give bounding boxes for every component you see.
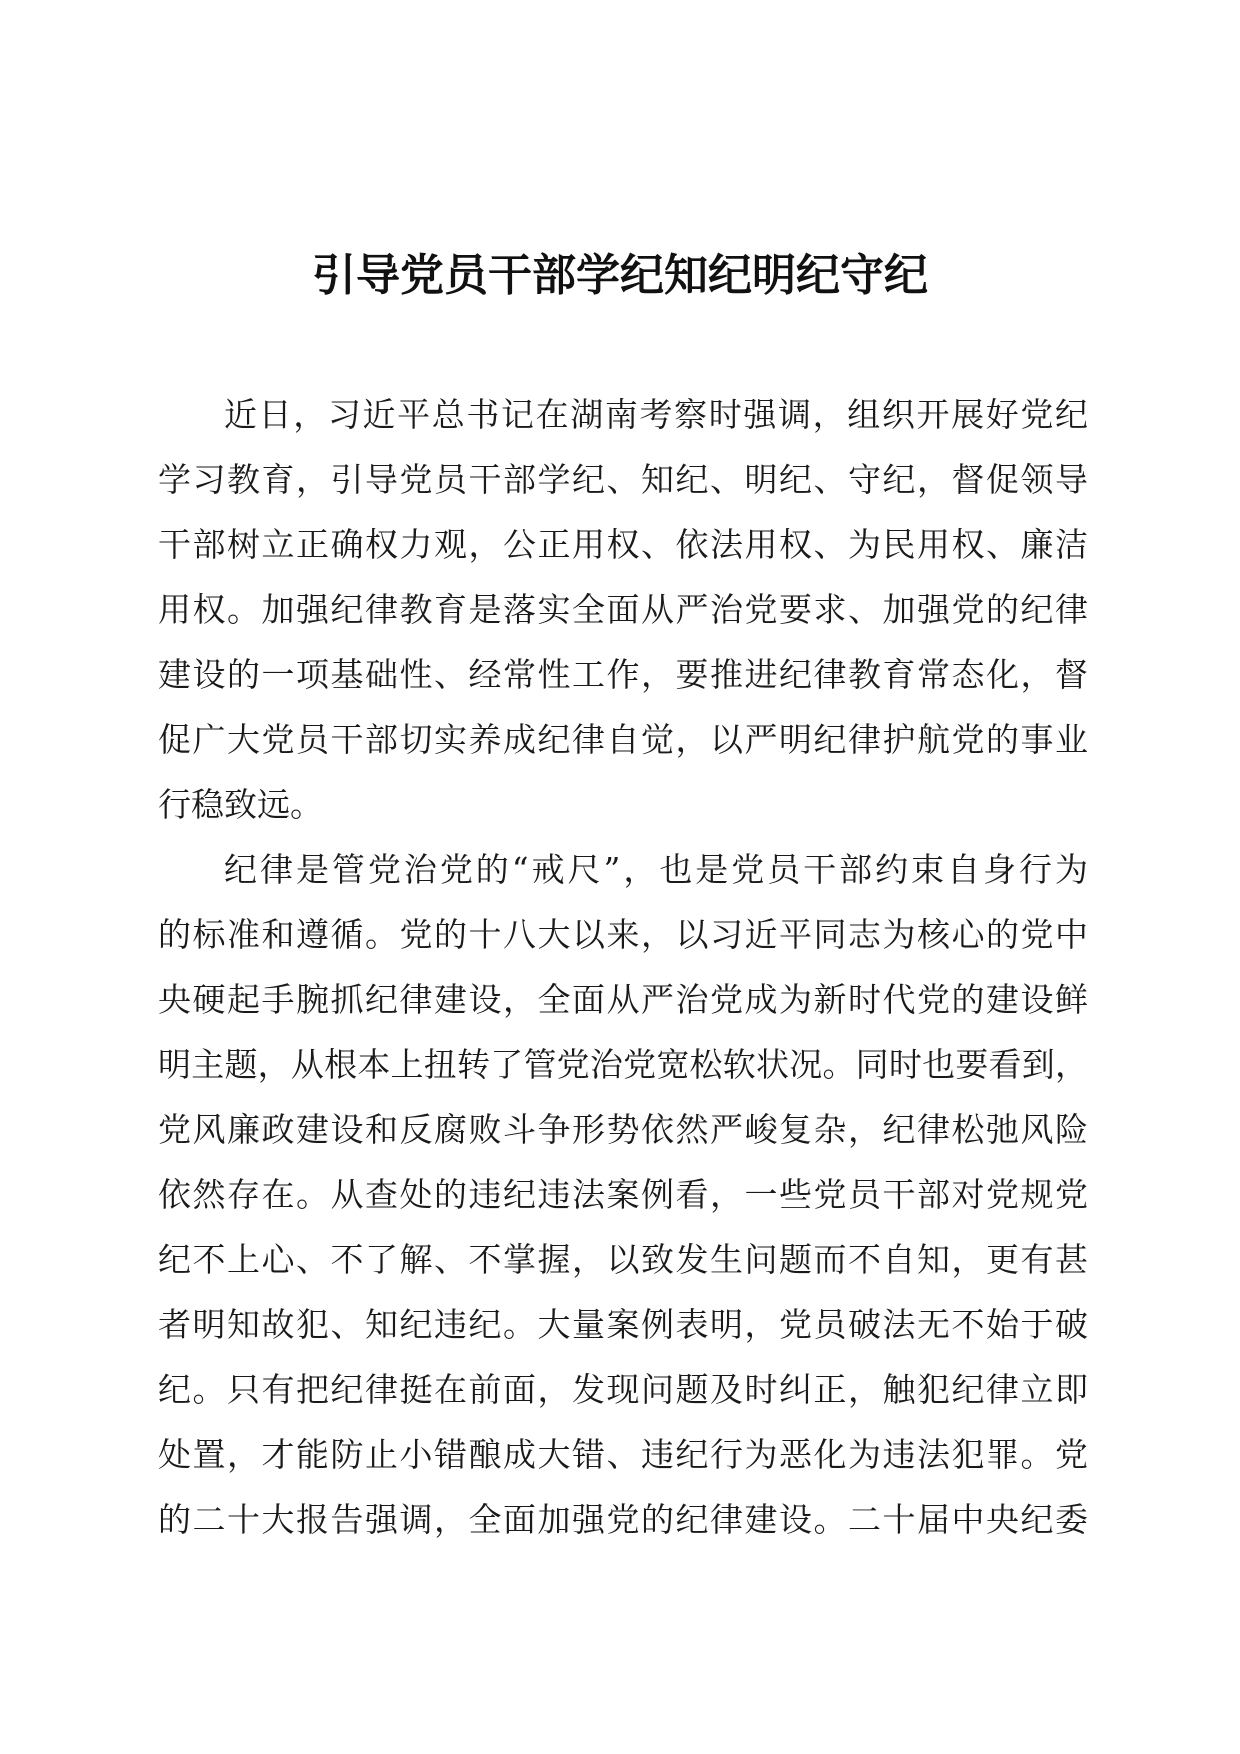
text-line: 的二十大报告强调，全面加强党的纪律建设。二十届中央纪委 xyxy=(158,1500,1088,1539)
text-line: 纪律是管党治党的“戒尺”，也是党员干部约束自身行为 xyxy=(224,850,1088,889)
text-line: 者明知故犯、知纪违纪。大量案例表明，党员破法无不始于破 xyxy=(158,1305,1088,1344)
text-line: 党风廉政建设和反腐败斗争形势依然严峻复杂，纪律松弛风险 xyxy=(158,1110,1088,1149)
paragraph-1 xyxy=(158,382,1088,837)
text-line: 行稳致远。 xyxy=(158,785,323,824)
text-line: 学习教育，引导党员干部学纪、知纪、明纪、守纪，督促领导 xyxy=(158,460,1088,499)
text-line: 明主题，从根本上扭转了管党治党宽松软状况。同时也要看到， xyxy=(158,1045,1088,1084)
text-line: 干部树立正确权力观，公正用权、依法用权、为民用权、廉洁 xyxy=(158,525,1088,564)
text-line: 纪。只有把纪律挺在前面，发现问题及时纠正，触犯纪律立即 xyxy=(158,1370,1088,1409)
text-line: 纪不上心、不了解、不掌握，以致发生问题而不自知，更有甚 xyxy=(158,1240,1088,1279)
document-title: 引导党员干部学纪知纪明纪守纪 xyxy=(312,250,928,301)
text-line: 建设的一项基础性、经常性工作，要推进纪律教育常态化，督 xyxy=(158,655,1088,694)
text-line: 促广大党员干部切实养成纪律自觉，以严明纪律护航党的事业 xyxy=(158,720,1088,759)
text-line: 用权。加强纪律教育是落实全面从严治党要求、加强党的纪律 xyxy=(158,590,1088,629)
text-line: 的标准和遵循。党的十八大以来，以习近平同志为核心的党中 xyxy=(158,915,1088,954)
paragraph-2 xyxy=(158,837,1088,1552)
document-body xyxy=(158,382,1088,1552)
text-line: 央硬起手腕抓纪律建设，全面从严治党成为新时代党的建设鲜 xyxy=(158,980,1088,1019)
text-line: 近日，习近平总书记在湖南考察时强调，组织开展好党纪 xyxy=(224,395,1088,434)
text-line: 处置，才能防止小错酿成大错、违纪行为恶化为违法犯罪。党 xyxy=(158,1435,1088,1474)
text-line: 依然存在。从查处的违纪违法案例看，一些党员干部对党规党 xyxy=(158,1175,1088,1214)
